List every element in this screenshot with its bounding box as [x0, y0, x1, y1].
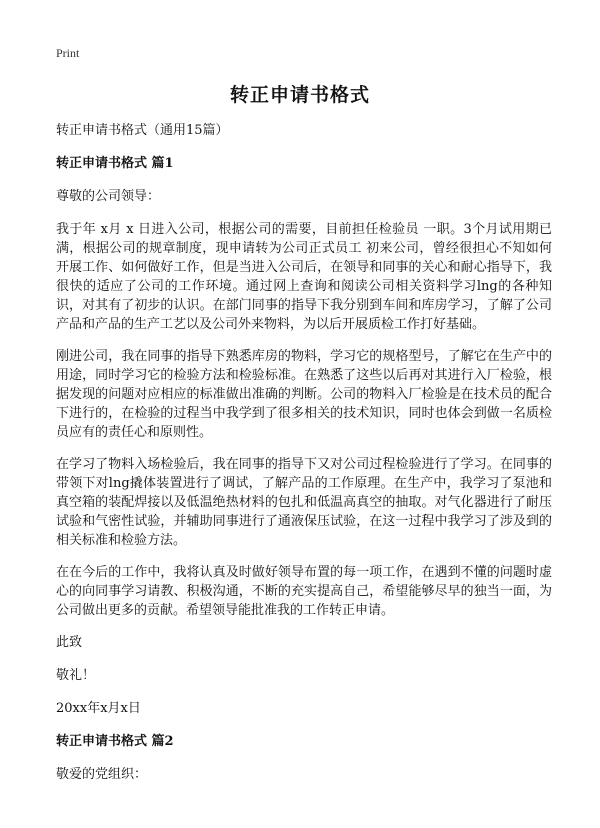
section-heading-2: 转正申请书格式 篇2: [56, 734, 174, 749]
page-title: 转正申请书格式: [229, 84, 370, 106]
print-label[interactable]: Print: [56, 46, 80, 60]
closing-line: 此致: [56, 635, 83, 650]
document-body: [56, 121, 552, 798]
paragraph-4: 在在今后的工作中，我将认真及时做好领导布置的每一项工作，在遇到不懂的问题时虚心的向同事学习请教、积极沟通，不断的充实提高自己，希望能够尽早的独当一面，为公司做出更多的贡献。希望领导能批准我的工作转正申请。: [56, 565, 552, 618]
salutation-1: 尊敬的公司领导：: [56, 189, 161, 204]
paragraph-2: 刚进公司，我在同事的指导下熟悉库房的物料，学习它的规格型号，了解它在生产中的用途，同时学习它的检验方法和检验标准。在熟悉了这些以后再对其进行入厂检验，根据发现的问题对应相应的标准做出准确的判断。公司的物料入厂检验是在技术员的配合下进行的，在检验的过程当中我学到了很多相关的技术知识，同时也体会到做一名质检员应有的责任心和原则性。: [56, 349, 552, 440]
document-subtitle: 转正申请书格式（通用15篇）: [56, 123, 229, 138]
paragraph-1: 我于年 x月 x 日进入公司，根据公司的需要，目前担任检验员 一职。3个月试用期已满，根据公司的规章制度，现申请转为公司正式员工 初来公司，曾经很担心不知如何开展工作、如何做好工作，但是当进入公司后，在领导和同事的关心和耐心指导下，我很快的适应了公司的工作环境。通过网上查询和阅读公司相关资料学习lng的各种知识，对其有了初步的认识。在部门同事的指导下我分别到车间和库房学习，了解了公司产品和产品的生产工艺以及公司外来物料，为以后开展质检工作打好基础。: [56, 222, 552, 332]
salutation-2: 敬爱的党组织：: [56, 767, 148, 782]
date-line: 20xx年x月x日: [56, 701, 141, 716]
regards-line: 敬礼！: [56, 668, 96, 683]
section-heading-1: 转正申请书格式 篇1: [56, 156, 174, 171]
paragraph-3: 在学习了物料入场检验后，我在同事的指导下又对公司过程检验进行了学习。在同事的带领下对lng撬体装置进行了调试，了解产品的工作原理。在生产中，我学习了泵池和真空箱的装配焊接以及低温绝热材料的包扎和低温高真空的抽取。对气化器进行了耐压试验和气密性试验，并辅助同事进行了通液保压试验，在这一过程中我学习了涉及到的相关标准和检验方法。: [56, 457, 552, 548]
